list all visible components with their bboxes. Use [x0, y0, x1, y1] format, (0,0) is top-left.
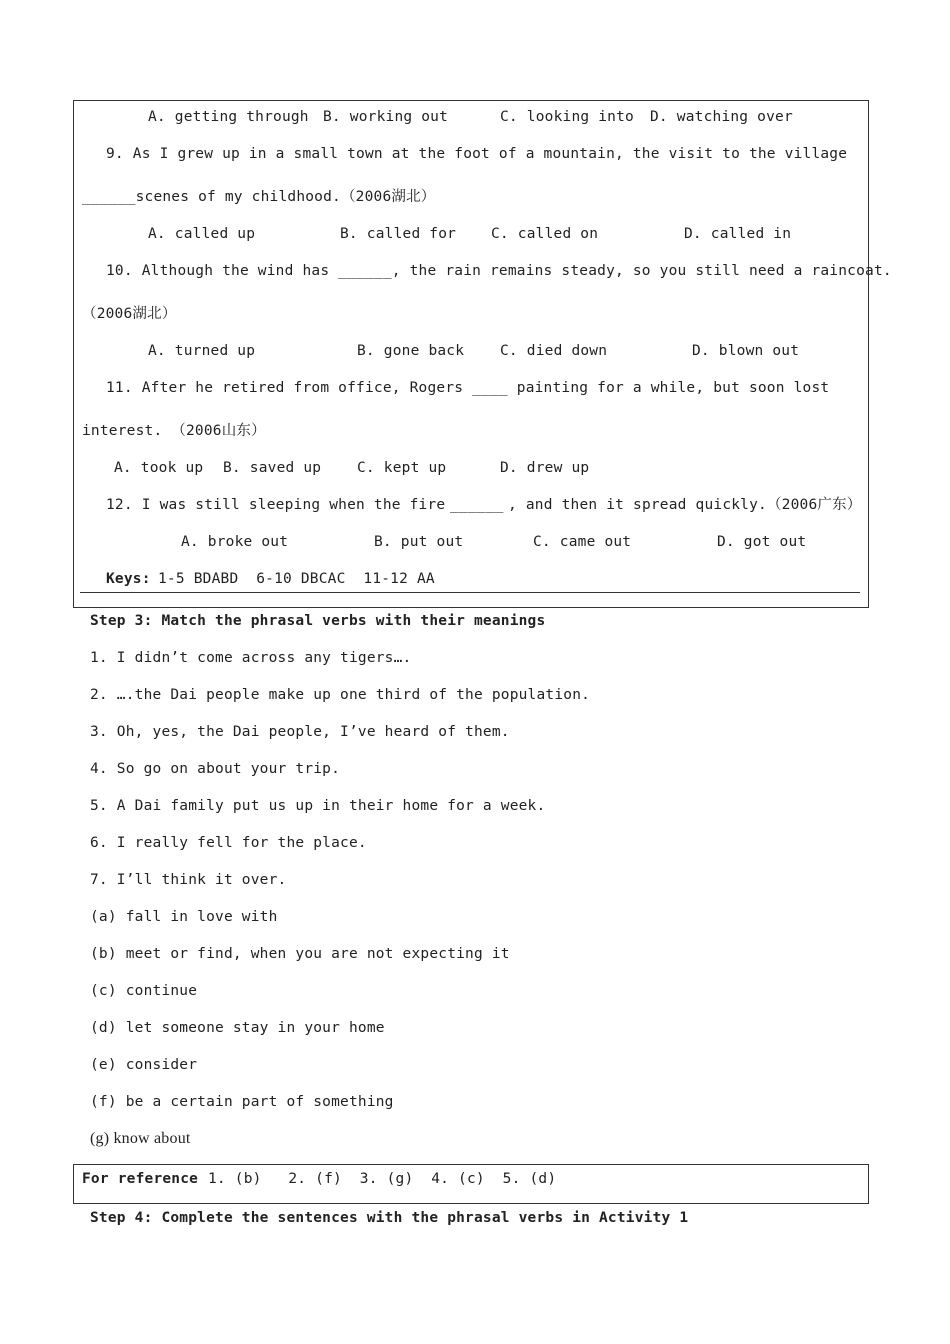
sentence-item: 6. I really fell for the place. [90, 835, 367, 851]
question-12: 12. I was still sleeping when the fire [106, 497, 446, 513]
meaning-item: (e) consider [90, 1057, 198, 1073]
question-10: 10. Although the wind has ______, the rain remains steady, so you still need a raincoat. [106, 263, 892, 279]
sentence-item: 1. I didn’t come across any tigers…. [90, 650, 412, 666]
option-b: B. gone back [357, 343, 465, 359]
question-10-cont: （2006湖北） [82, 306, 177, 322]
meaning-item: (g) know about [90, 1130, 191, 1147]
option-a: A. took up [114, 460, 204, 476]
option-b: B. called for [340, 226, 457, 242]
question-9-cont: ______scenes of my childhood.（2006湖北） [82, 189, 436, 205]
meaning-item: (a) fall in love with [90, 909, 278, 925]
question-9: 9. As I grew up in a small town at the foot of a mountain, the visit to the village [106, 146, 848, 162]
divider [80, 100, 860, 101]
step-4-heading: Step 4: Complete the sentences with the phrasal verbs in Activity 1 [90, 1210, 689, 1226]
step-3-heading: Step 3: Match the phrasal verbs with their meanings [90, 613, 546, 629]
option-d: D. got out [717, 534, 807, 550]
question-12-tail: , and then it spread quickly.（2006广东） [508, 497, 862, 513]
option-a: A. broke out [181, 534, 289, 550]
option-c: C. called on [491, 226, 599, 242]
meaning-item: (c) continue [90, 983, 198, 999]
option-a: A. getting through [148, 109, 309, 125]
sentence-item: 4. So go on about your trip. [90, 761, 341, 777]
option-c: C. kept up [357, 460, 447, 476]
option-d: D. watching over [650, 109, 793, 125]
sentence-item: 3. Oh, yes, the Dai people, I’ve heard of them. [90, 724, 510, 740]
question-11-cont: interest. （2006山东） [82, 423, 266, 439]
option-c: C. died down [500, 343, 608, 359]
sentence-item: 7. I’ll think it over. [90, 872, 287, 888]
option-a: A. turned up [148, 343, 256, 359]
answer-keys: 1-5 BDABD 6-10 DBCAC 11-12 AA [158, 571, 435, 587]
option-d: D. called in [684, 226, 792, 242]
reference-answers: 1. (b) 2. (f) 3. (g) 4. (c) 5. (d) [208, 1171, 557, 1187]
option-c: C. looking into [500, 109, 634, 125]
sentence-item: 2. ….the Dai people make up one third of the population. [90, 687, 591, 703]
meaning-item: (d) let someone stay in your home [90, 1020, 385, 1036]
question-11: 11. After he retired from office, Rogers ____ painting for a while, but soon lost [106, 380, 830, 396]
option-d: D. drew up [500, 460, 590, 476]
meaning-item: (b) meet or find, when you are not expecting it [90, 946, 510, 962]
option-a: A. called up [148, 226, 256, 242]
option-b: B. put out [374, 534, 464, 550]
sentence-item: 5. A Dai family put us up in their home for a week. [90, 798, 546, 814]
reference-label: For reference [82, 1171, 199, 1187]
option-d: D. blown out [692, 343, 800, 359]
option-b: B. working out [323, 109, 449, 125]
option-c: C. came out [533, 534, 632, 550]
divider [80, 592, 860, 593]
answer-blank: ______ [450, 497, 504, 513]
meaning-item: (f) be a certain part of something [90, 1094, 394, 1110]
keys-label: Keys: [106, 571, 151, 587]
option-b: B. saved up [223, 460, 322, 476]
